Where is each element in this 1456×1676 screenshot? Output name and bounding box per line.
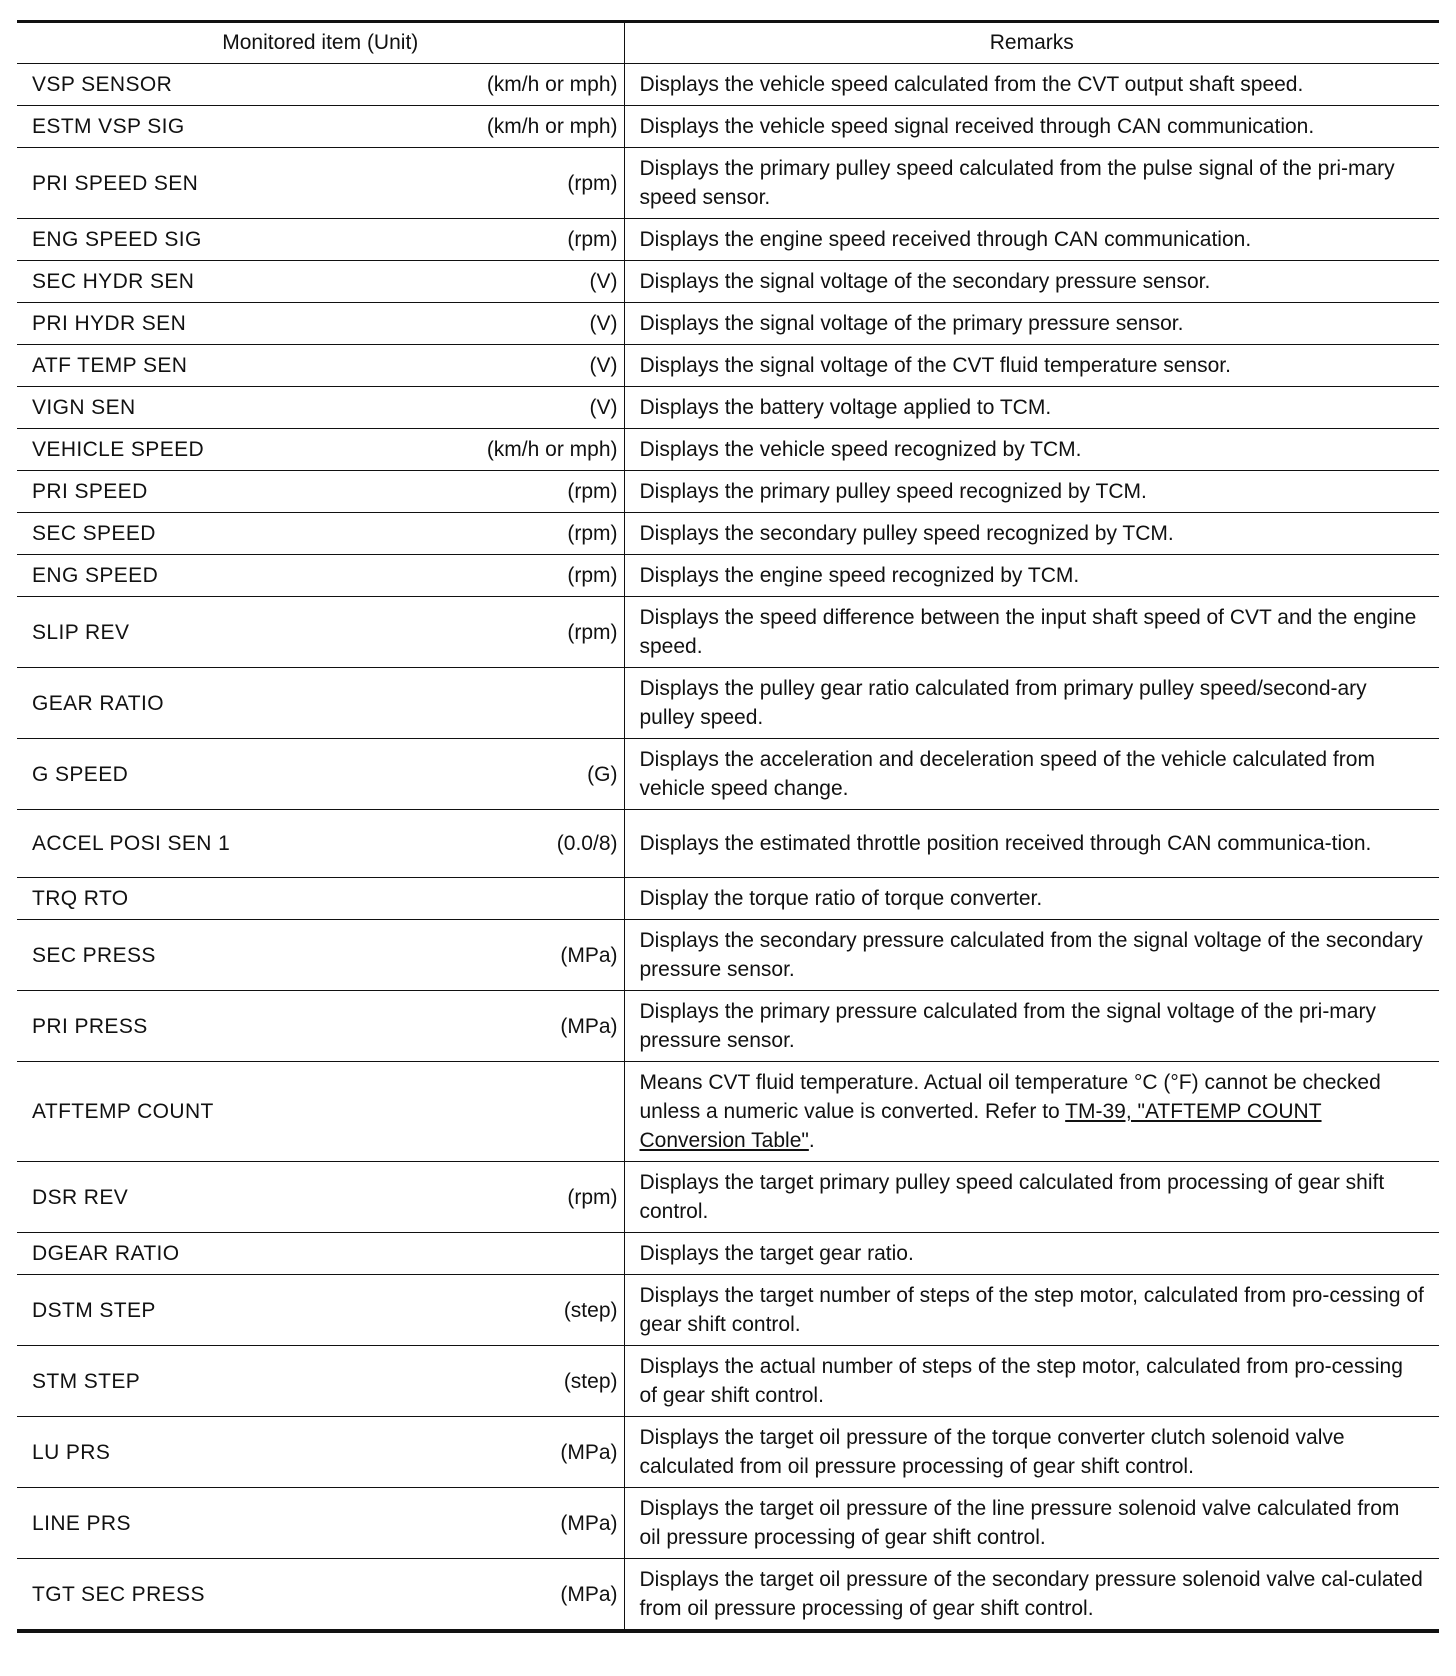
item-name: PRI HYDR SEN <box>32 312 187 335</box>
item-cell <box>17 1062 624 1162</box>
remark-cell: Displays the primary pulley speed recognized by TCM. <box>624 471 1439 513</box>
item-cell <box>17 219 624 261</box>
remark-cell: Displays the secondary pulley speed recognized by TCM. <box>624 513 1439 555</box>
item-cell <box>17 920 624 991</box>
item-unit: (rpm) <box>567 564 618 587</box>
table-row <box>17 1346 1439 1417</box>
table-row <box>17 1559 1439 1632</box>
remark-cell: Display the torque ratio of torque converter. <box>624 878 1439 920</box>
remark-cell: Displays the target oil pressure of the line pressure solenoid valve calculated from oil pressure processing of gear shift control. <box>624 1488 1439 1559</box>
table-row <box>17 920 1439 991</box>
item-cell <box>17 1162 624 1233</box>
remark-cell: Displays the target gear ratio. <box>624 1233 1439 1275</box>
table-row <box>17 387 1439 429</box>
remark-cell: Displays the vehicle speed calculated from the CVT output shaft speed. <box>624 64 1439 106</box>
monitor-item-table <box>17 20 1439 1633</box>
item-name: ENG SPEED SIG <box>32 228 202 251</box>
item-name: LU PRS <box>32 1440 111 1464</box>
item-cell <box>17 471 624 513</box>
table-row <box>17 303 1439 345</box>
table-row <box>17 1233 1439 1275</box>
item-cell <box>17 810 624 878</box>
item-unit: (km/h or mph) <box>486 115 618 138</box>
item-unit: (MPa) <box>560 1014 618 1038</box>
item-name: ENG SPEED <box>32 564 159 587</box>
table-row <box>17 597 1439 668</box>
remark-cell: Displays the speed difference between the input shaft speed of CVT and the engine speed. <box>624 597 1439 668</box>
item-name: TGT SEC PRESS <box>32 1582 205 1606</box>
item-name: ATFTEMP COUNT <box>32 1100 214 1123</box>
item-name: LINE PRS <box>32 1511 131 1535</box>
table-row <box>17 1162 1439 1233</box>
item-name: SEC HYDR SEN <box>32 270 195 293</box>
item-cell <box>17 261 624 303</box>
item-cell <box>17 1417 624 1488</box>
remark-cell: Displays the target oil pressure of the secondary pressure solenoid valve cal-culated from oil pressure processing of gear shift control. <box>639 1568 1423 1620</box>
item-name: ESTM VSP SIG <box>32 115 185 138</box>
item-cell <box>17 513 624 555</box>
remark-cell <box>624 1062 1439 1162</box>
table-row <box>17 810 1439 878</box>
item-cell <box>17 429 624 471</box>
item-unit: (G) <box>587 762 618 786</box>
remark-cell: Displays the vehicle speed recognized by TCM. <box>624 429 1439 471</box>
remark-cell: Displays the target oil pressure of the torque converter clutch solenoid valve calculated from oil pressure processing of gear shift control. <box>624 1417 1439 1488</box>
table-header-row <box>17 22 1439 64</box>
item-name: GEAR RATIO <box>32 691 164 715</box>
item-unit: (rpm) <box>567 228 618 251</box>
item-name: ACCEL POSI SEN 1 <box>32 832 231 855</box>
item-unit: (MPa) <box>560 1511 618 1535</box>
remark-cell: Displays the signal voltage of the secondary pressure sensor. <box>624 261 1439 303</box>
remark-cell: Displays the target number of steps of the step motor, calculated from pro-cessing of gear shift control. <box>624 1275 1439 1346</box>
table-row <box>17 878 1439 920</box>
remark-cell: Displays the engine speed recognized by TCM. <box>624 555 1439 597</box>
table-row <box>17 668 1439 739</box>
table-row <box>17 64 1439 106</box>
item-cell <box>17 597 624 668</box>
table-row <box>17 1417 1439 1488</box>
remark-cell: Displays the estimated throttle position received through CAN communica-tion. <box>624 810 1439 878</box>
item-cell <box>17 739 624 810</box>
item-unit: (V) <box>589 354 618 377</box>
remark-cell: Displays the signal voltage of the primary pressure sensor. <box>624 303 1439 345</box>
item-name: VIGN SEN <box>32 396 136 419</box>
remark-cell: Displays the target primary pulley speed calculated from processing of gear shift control. <box>624 1162 1439 1233</box>
item-name: SLIP REV <box>32 620 130 644</box>
table-row <box>17 991 1439 1062</box>
item-unit: (MPa) <box>560 1582 618 1606</box>
remark-cell: Displays the pulley gear ratio calculated from primary pulley speed/second-ary pulley speed. <box>624 668 1439 739</box>
item-cell <box>17 1346 624 1417</box>
item-cell <box>17 106 624 148</box>
item-cell <box>17 991 624 1062</box>
item-unit: (km/h or mph) <box>486 438 618 461</box>
item-unit: (rpm) <box>567 620 618 644</box>
item-unit: (rpm) <box>567 171 618 195</box>
item-unit: (0.0/8) <box>556 832 618 855</box>
item-unit: (rpm) <box>567 1185 618 1209</box>
table-row <box>17 345 1439 387</box>
item-name: DGEAR RATIO <box>32 1242 180 1265</box>
remark-text-end: . <box>808 1129 815 1152</box>
item-name: PRI SPEED <box>32 480 148 503</box>
item-name: DSR REV <box>32 1185 129 1209</box>
item-unit: (V) <box>589 396 618 419</box>
table-row <box>17 555 1439 597</box>
item-cell <box>17 303 624 345</box>
remark-cell: Displays the primary pulley speed calculated from the pulse signal of the pri-mary speed sensor. <box>624 148 1439 219</box>
remark-cell: Displays the acceleration and deceleration speed of the vehicle calculated from vehicle speed change. <box>624 739 1439 810</box>
table-row <box>17 1275 1439 1346</box>
item-name: DSTM STEP <box>32 1298 156 1322</box>
header-monitored-item: Monitored item (Unit) <box>17 22 624 64</box>
table-row <box>17 471 1439 513</box>
item-cell <box>17 668 624 739</box>
item-name: VEHICLE SPEED <box>32 438 205 461</box>
item-cell <box>17 1275 624 1346</box>
item-unit: (V) <box>589 312 618 335</box>
remark-cell: Displays the primary pressure calculated from the signal voltage of the pri-mary pressure sensor. <box>624 991 1439 1062</box>
item-name: PRI PRESS <box>32 1014 148 1038</box>
item-unit: (km/h or mph) <box>486 73 618 96</box>
remark-cell: Displays the actual number of steps of the step motor, calculated from pro-cessing of gear shift control. <box>624 1346 1439 1417</box>
item-cell <box>17 1233 624 1275</box>
item-cell <box>17 387 624 429</box>
table-row <box>17 148 1439 219</box>
item-name: TRQ RTO <box>32 887 129 910</box>
remark-cell: Displays the engine speed received through CAN communication. <box>624 219 1439 261</box>
conversion-table-link[interactable]: TM-39, "ATFTEMP COUNT Conversion Table" <box>639 1100 1322 1152</box>
remark-cell: Displays the battery voltage applied to TCM. <box>624 387 1439 429</box>
item-name: SEC PRESS <box>32 943 156 967</box>
table-row <box>17 261 1439 303</box>
item-name: SEC SPEED <box>32 522 156 545</box>
item-name: PRI SPEED SEN <box>32 171 199 195</box>
monitor-table-container <box>17 20 1439 1633</box>
remark-cell: Displays the vehicle speed signal received through CAN communication. <box>624 106 1439 148</box>
item-cell <box>17 555 624 597</box>
table-row <box>17 513 1439 555</box>
table-row <box>17 106 1439 148</box>
item-unit: (step) <box>563 1298 618 1322</box>
table-row <box>17 739 1439 810</box>
item-cell <box>17 64 624 106</box>
item-name: STM STEP <box>32 1369 141 1393</box>
remark-text: Means CVT fluid temperature. Actual oil temperature °C (°F) cannot be checked unless a numeric value is converted. Refer to <box>639 1071 1381 1123</box>
item-cell <box>17 148 624 219</box>
item-name: G SPEED <box>32 762 129 786</box>
table-row <box>17 1488 1439 1559</box>
item-unit: (MPa) <box>560 943 618 967</box>
item-cell <box>17 345 624 387</box>
table-row <box>17 219 1439 261</box>
item-cell <box>17 878 624 920</box>
item-unit: (MPa) <box>560 1440 618 1464</box>
item-unit: (rpm) <box>567 480 618 503</box>
item-cell <box>17 1488 624 1559</box>
item-cell <box>17 1559 624 1632</box>
item-name: ATF TEMP SEN <box>32 354 188 377</box>
remark-cell: Displays the signal voltage of the CVT fluid temperature sensor. <box>624 345 1439 387</box>
item-unit: (step) <box>563 1369 618 1393</box>
table-row <box>17 1062 1439 1162</box>
item-unit: (V) <box>589 270 618 293</box>
item-unit: (rpm) <box>567 522 618 545</box>
header-remarks: Remarks <box>624 22 1439 64</box>
table-row <box>17 429 1439 471</box>
remark-cell: Displays the secondary pressure calculated from the signal voltage of the secondary pressure sensor. <box>624 920 1439 991</box>
item-name: VSP SENSOR <box>32 73 173 96</box>
